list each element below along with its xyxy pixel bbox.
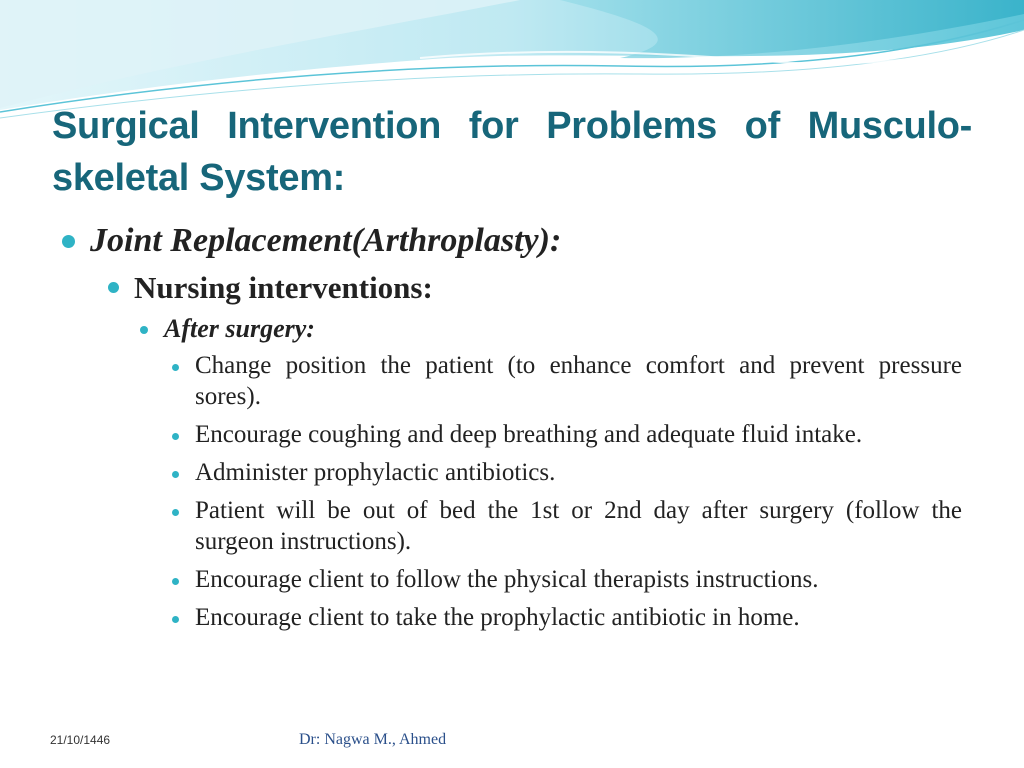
bullet-dot-icon: [172, 364, 179, 371]
bullet-dot-icon: [62, 235, 75, 248]
bullet-dot-icon: [172, 471, 179, 478]
bullet-dot-icon: [172, 578, 179, 585]
bullet-dot-icon: [108, 282, 119, 293]
list-item-text: Patient will be out of bed the 1st or 2nd day after surgery (follow the surgeon instructions).: [195, 497, 962, 555]
bullet-dot-icon: [140, 326, 148, 334]
bullet-after-surgery: [140, 312, 315, 346]
bullet-text: Nursing interventions:: [134, 270, 433, 305]
bullet-text: After surgery:: [164, 314, 315, 343]
list-item-text: Encourage coughing and deep breathing and adequate fluid intake.: [195, 421, 863, 448]
list-item-text: Encourage client to take the prophylactic antibiotic in home.: [195, 604, 800, 631]
slide-title: Surgical Intervention for Problems of Musculo-skeletal System:: [52, 105, 972, 199]
list-item-text: Change position the patient (to enhance comfort and prevent pressure sores).: [195, 352, 962, 410]
footer-author: Dr: Nagwa M., Ahmed: [299, 731, 447, 748]
list-item: [172, 564, 962, 595]
list-item: [172, 495, 962, 557]
list-item-text: Administer prophylactic antibiotics.: [195, 459, 556, 486]
list-item-text: Encourage client to follow the physical therapists instructions.: [195, 566, 819, 593]
bullet-joint-replacement: [62, 218, 561, 264]
footer-date: 21/10/1446: [50, 733, 111, 747]
after-surgery-list: [172, 350, 962, 640]
list-item: [172, 419, 962, 450]
bullet-nursing-interventions: [108, 268, 433, 308]
list-item: [172, 602, 962, 633]
bullet-text: Joint Replacement(Arthroplasty):: [90, 222, 562, 259]
list-item: [172, 350, 962, 412]
bullet-dot-icon: [172, 616, 179, 623]
bullet-dot-icon: [172, 433, 179, 440]
bullet-dot-icon: [172, 509, 179, 516]
list-item: [172, 457, 962, 488]
